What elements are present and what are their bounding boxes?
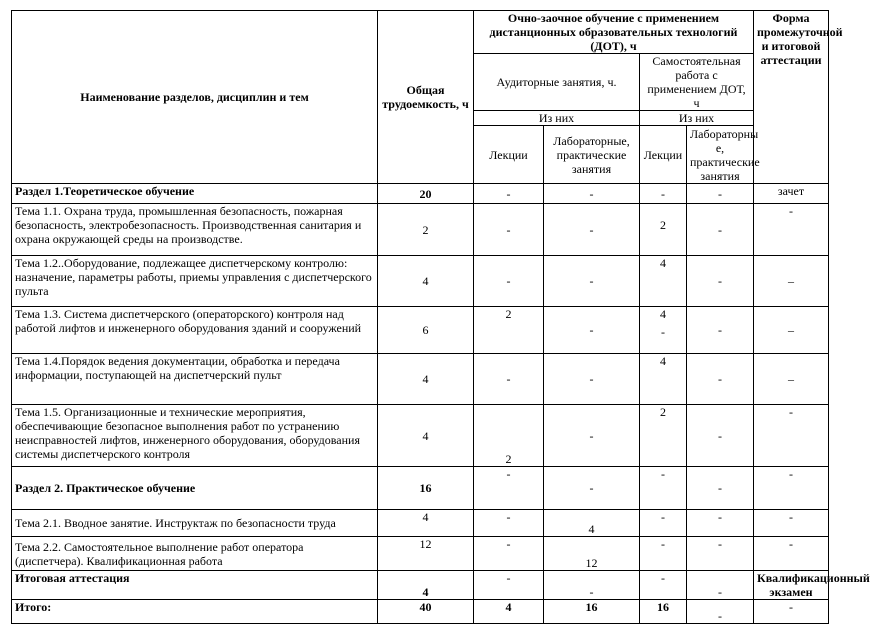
self-lectures-hours: - xyxy=(640,537,687,571)
header-total: Общая трудоемкость, ч xyxy=(378,11,474,184)
topic-title: Тема 1.4.Порядок ведения документации, обработка и передача информации, поступающей на диспетчерский пульт xyxy=(12,354,378,405)
section-title: Раздел 1.Теоретическое обучение xyxy=(12,184,378,204)
lectures-hours: - xyxy=(474,184,544,204)
total-hours: 4 xyxy=(378,405,474,467)
total-hours: 20 xyxy=(378,184,474,204)
attestation-form: - xyxy=(754,600,829,624)
header-name: Наименование разделов, дисциплин и тем xyxy=(12,11,378,184)
attestation-form: зачет xyxy=(754,184,829,204)
self-lectures-hours: 16 xyxy=(640,600,687,624)
header-labs: Лабораторные, практические занятия xyxy=(544,126,640,184)
self-lectures-hours: - xyxy=(640,467,687,510)
total-hours: 4 xyxy=(378,354,474,405)
section-title: Раздел 2. Практическое обучение xyxy=(12,467,378,510)
labs-hours: - xyxy=(544,256,640,307)
topic-title: Тема 1.2..Оборудование, подлежащее диспетчерскому контролю: назначение, параметры работы, приемы управления с диспетчерского пульта xyxy=(12,256,378,307)
lectures-hours: 2 xyxy=(474,307,544,354)
attestation-form: – xyxy=(754,256,829,307)
header-aud: Аудиторные занятия, ч. xyxy=(474,54,640,111)
self-labs-hours: - xyxy=(687,354,754,405)
labs-hours: 4 xyxy=(544,510,640,537)
curriculum-table xyxy=(11,10,870,624)
header-of-them: Из них xyxy=(640,111,754,126)
lectures-hours: - xyxy=(474,467,544,510)
total-hours: 4 xyxy=(378,571,474,600)
total-hours: 12 xyxy=(378,537,474,571)
table-row xyxy=(12,467,829,510)
self-labs-hours: - xyxy=(687,467,754,510)
total-hours: 6 xyxy=(378,307,474,354)
table-row xyxy=(12,600,829,624)
lectures-hours: - xyxy=(474,204,544,256)
labs-hours: - xyxy=(544,354,640,405)
table-row xyxy=(12,354,829,405)
self-labs-hours: - xyxy=(687,405,754,467)
lectures-hours: - xyxy=(474,354,544,405)
header-of-them: Из них xyxy=(474,111,640,126)
header-lectures: Лекции xyxy=(640,126,687,184)
self-labs-hours: - xyxy=(687,204,754,256)
self-lectures-hours: 4 xyxy=(640,354,687,405)
labs-hours: - xyxy=(544,307,640,354)
final-attestation-title: Итоговая аттестация xyxy=(12,571,378,600)
self-lectures-hours: - xyxy=(640,510,687,537)
lectures-hours: - xyxy=(474,571,544,600)
total-title: Итого: xyxy=(12,600,378,624)
lectures-hours: - xyxy=(474,256,544,307)
self-lectures-hours: 4 - xyxy=(640,307,687,354)
attestation-form: - xyxy=(754,204,829,256)
topic-title: Тема 2.1. Вводное занятие. Инструктаж по безопасности труда xyxy=(12,510,378,537)
table-row xyxy=(12,571,829,600)
lectures-hours: - xyxy=(474,537,544,571)
table-row xyxy=(12,256,829,307)
self-lectures-hours: 2 xyxy=(640,204,687,256)
total-hours: 2 xyxy=(378,204,474,256)
labs-hours: - xyxy=(544,184,640,204)
total-hours: 4 xyxy=(378,510,474,537)
labs-hours: 12 xyxy=(544,537,640,571)
labs-hours: - xyxy=(544,467,640,510)
attestation-form: Квалификационный экзамен xyxy=(754,571,829,600)
total-hours: 16 xyxy=(378,467,474,510)
self-labs-hours: - xyxy=(687,256,754,307)
attestation-form: - xyxy=(754,537,829,571)
labs-hours: 16 xyxy=(544,600,640,624)
attestation-form: - xyxy=(754,510,829,537)
attestation-form: - xyxy=(754,467,829,510)
self-lectures-hours: 4 xyxy=(640,256,687,307)
self-lectures-hours: - xyxy=(640,571,687,600)
header-lectures: Лекции xyxy=(474,126,544,184)
total-hours: 40 xyxy=(378,600,474,624)
header-group: Очно-заочное обучение с применением дистанционных образовательных технологий (ДОТ), ч xyxy=(474,11,754,54)
labs-hours: - xyxy=(544,405,640,467)
header-self: Самостоятельная работа с применением ДОТ, ч xyxy=(640,54,754,111)
lectures-hours: - xyxy=(474,510,544,537)
self-labs-hours: - xyxy=(687,307,754,354)
topic-title: Тема 1.1. Охрана труда, промышленная безопасность, пожарная безопасность, электробезопасность. Производственная санитария и охрана окружающей среды на производстве. xyxy=(12,204,378,256)
header-form: Форма промежуточной и итоговой аттестации xyxy=(754,11,829,184)
topic-title: Тема 1.5. Организационные и технические мероприятия, обеспечивающие безопасное выполнения работ по устранению неисправностей лифтов, инженерного оборудования, оборудования системы диспетчерского контроля xyxy=(12,405,378,467)
topic-title: Тема 1.3. Система диспетчерского (операторского) контроля над работой лифтов и инженерного оборудования зданий и сооружений xyxy=(12,307,378,354)
attestation-form: – xyxy=(754,307,829,354)
attestation-form: - xyxy=(754,405,829,467)
table-row xyxy=(12,184,829,204)
labs-hours: - xyxy=(544,204,640,256)
table-row xyxy=(12,307,829,354)
table-row xyxy=(12,510,829,537)
self-labs-hours: - xyxy=(687,600,754,624)
total-hours: 4 xyxy=(378,256,474,307)
self-labs-hours: - xyxy=(687,184,754,204)
self-labs-hours: - xyxy=(687,510,754,537)
labs-hours: - xyxy=(544,571,640,600)
table-row xyxy=(12,537,829,571)
lectures-hours: 4 xyxy=(474,600,544,624)
self-lectures-hours: - xyxy=(640,184,687,204)
self-labs-hours: - xyxy=(687,537,754,571)
self-lectures-hours: 2 xyxy=(640,405,687,467)
topic-title: Тема 2.2. Самостоятельное выполнение работ оператора (диспетчера). Квалификационная работа xyxy=(12,537,378,571)
table-row xyxy=(12,405,829,467)
attestation-form: – xyxy=(754,354,829,405)
self-labs-hours: - xyxy=(687,571,754,600)
lectures-hours: 2 xyxy=(474,405,544,467)
table-row xyxy=(12,204,829,256)
header-labs: Лабораторны е, практические занятия xyxy=(687,126,754,184)
